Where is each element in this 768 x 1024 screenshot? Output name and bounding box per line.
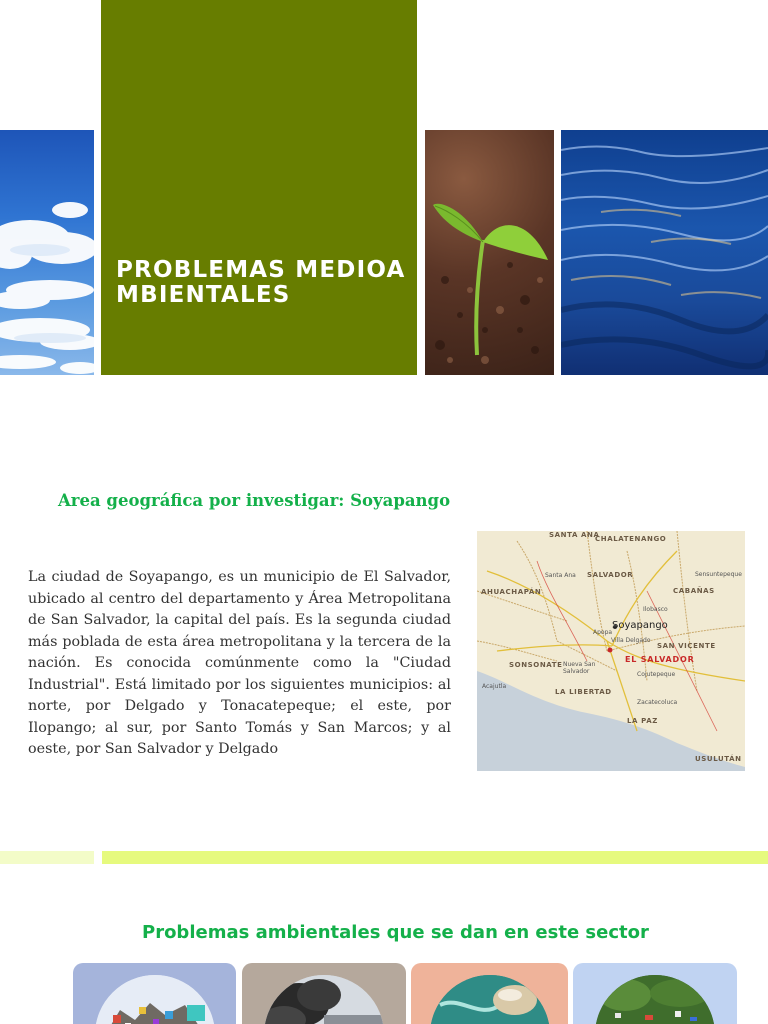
el-salvador-map: SANTA ANA CHALATENANGO AHUACHAPÁN SALVADOR CABAÑAS Santa Ana Sensuntepeque Ilobasco Apopa Soyapango Villa Delgado SAN VICENTE Cojutepeque EL SALVADOR SONSONATE Nueva San Salvador LA LIBERTAD Acajutla Zacatecoluca LA PAZ USULUTÁN [477, 531, 745, 771]
divider-bar-right [102, 851, 768, 864]
litter-green-image [595, 975, 715, 1024]
smoke-pollution-image [264, 975, 384, 1024]
sprout-image [425, 130, 554, 375]
title-block [101, 0, 417, 375]
water-waste-card [411, 963, 568, 1024]
litter-green-card [573, 963, 737, 1024]
water-waste-image [430, 975, 550, 1024]
description-paragraph: La ciudad de Soyapango, es un municipio de El Salvador, ubicado al centro del departamento y Área Metropolitana de San Salvador, la capital del país. Es la segunda ciudad más poblada de esta área metropolitana y la tercera de la nación. Es conocida comúnmente como la "Ciudad Industrial". Está limitado por los siguientes municipios: al norte, por Delgado y Tonacatepeque; el este, por Ilopango; al sur, por Santo Tomás y San Marcos; y al oeste, por San Salvador y Delgado [28, 569, 451, 757]
sky-clouds-image [0, 130, 94, 375]
water-image [561, 130, 768, 375]
smoke-pollution-card [242, 963, 406, 1024]
garbage-dump-image [95, 975, 215, 1024]
garbage-dump-card [73, 963, 236, 1024]
divider-bar-left [0, 851, 94, 864]
page-title: PROBLEMAS MEDIOAMBIENTALES [116, 257, 406, 308]
problems-heading: Problemas ambientales que se dan en este sector [142, 922, 649, 943]
area-heading: Area geográfica por investigar: Soyapango [58, 491, 451, 510]
